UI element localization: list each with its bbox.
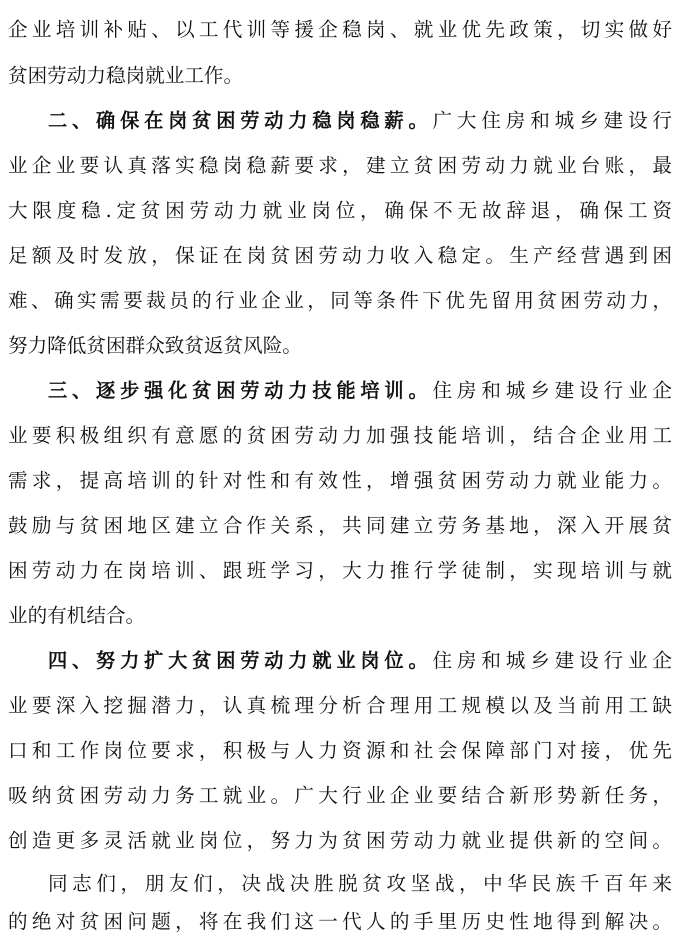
text-line: 口和工作岗位要求，积极与人力资源和社会保障部门对接，优先	[8, 739, 672, 762]
text-line: 业要积极组织有意愿的贫困劳动力加强技能培训，结合企业用工	[8, 424, 672, 447]
text-run: 住房和城乡建设行业企	[432, 379, 672, 402]
text-run: 广大住房和城乡建设行	[432, 109, 672, 132]
paragraph-first-line	[48, 105, 672, 137]
paragraph-first-line	[48, 645, 672, 677]
text-line: 足额及时发放，保证在岗贫困劳动力收入稳定。生产经营遇到困	[8, 244, 672, 267]
paragraph-first-line	[48, 375, 672, 407]
text-line: 贫困劳动力稳岗就业工作。	[8, 64, 244, 87]
text-line: 困劳动力在岗培训、跟班学习，大力推行学徒制，实现培训与就	[8, 559, 672, 582]
text-line: 大限度稳.定贫困劳动力就业岗位，确保不无故辞退，确保工资	[8, 199, 672, 222]
text-line: 的绝对贫困问题，将在我们这一代人的手里历史性地得到解决。	[8, 910, 672, 933]
section-heading: 四、努力扩大贫困劳动力就业岗位。	[48, 649, 433, 672]
text-line: 创造更多灵活就业岗位，努力为贫困劳动力就业提供新的空间。	[8, 829, 672, 852]
text-line: 难、确实需要裁员的行业企业，同等条件下优先留用贫困劳动力，	[8, 289, 672, 312]
text-line: 业的有机结合。	[8, 604, 146, 627]
text-line: 业企业要认真落实稳岗稳薪要求，建立贫困劳动力就业台账，最	[8, 154, 672, 177]
paragraph-first-line: 同志们，朋友们，决战决胜脱贫攻坚战，中华民族千百年来	[48, 872, 672, 895]
text-line: 吸纳贫困劳动力务工就业。广大行业企业要结合新形势新任务，	[8, 784, 672, 807]
text-line: 需求，提高培训的针对性和有效性，增强贫困劳动力就业能力。	[8, 469, 672, 492]
text-line: 努力降低贫困群众致贫返贫风险。	[8, 334, 302, 357]
text-run: 住房和城乡建设行业企	[432, 649, 672, 672]
text-line: 企业培训补贴、以工代训等援企稳岗、就业优先政策，切实做好	[8, 18, 672, 41]
text-line: 业要深入挖掘潜力，认真梳理分析合理用工规模以及当前用工缺	[8, 694, 672, 717]
section-heading: 三、逐步强化贫困劳动力技能培训。	[48, 379, 433, 402]
section-heading: 二、确保在岗贫困劳动力稳岗稳薪。	[48, 109, 433, 132]
text-line: 鼓励与贫困地区建立合作关系，共同建立劳务基地，深入开展贫	[8, 514, 672, 537]
